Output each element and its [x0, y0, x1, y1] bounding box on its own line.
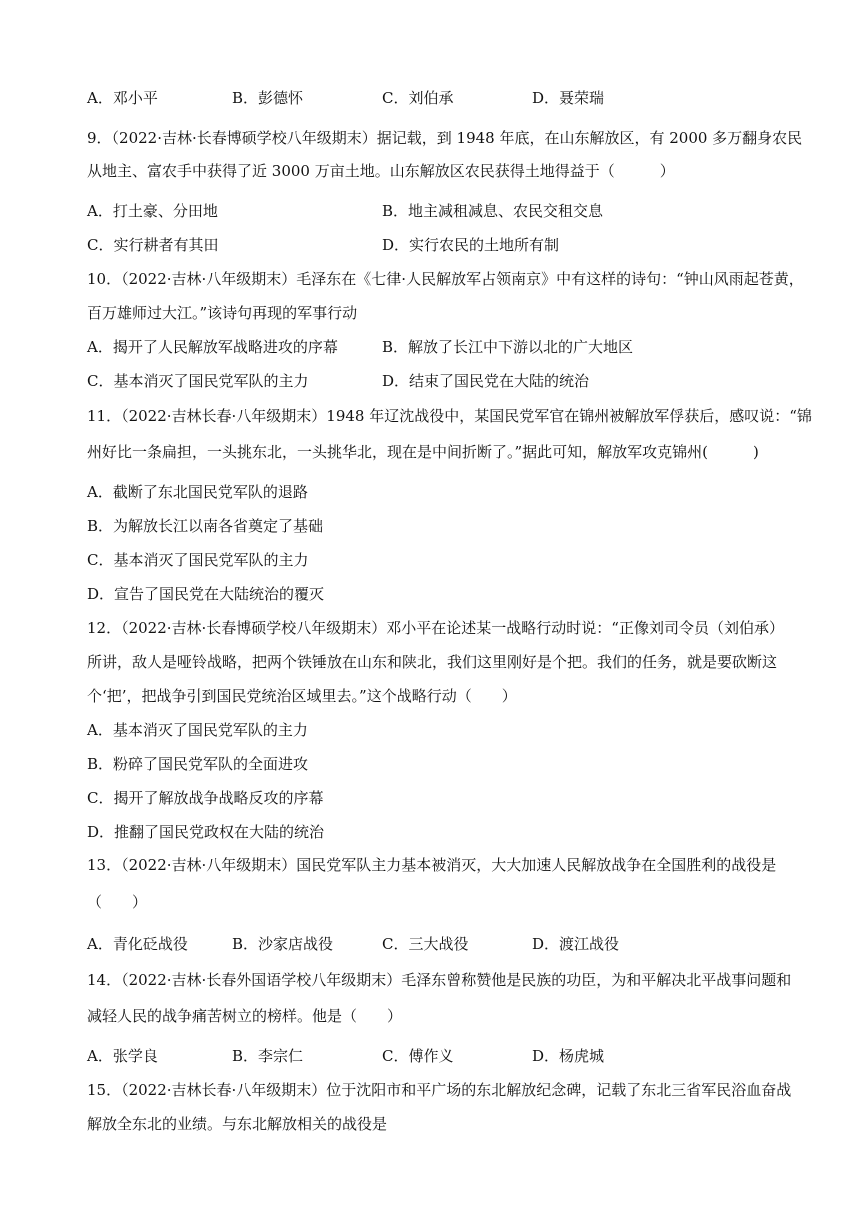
- q11-option-c: C．基本消灭了国民党军队的主力: [87, 551, 309, 569]
- q13-stem-line-1: 13．（2022·吉林·八年级期末）国民党军队主力基本被消灭，大大加速人民解放战争在全国胜利的战役是: [87, 856, 777, 874]
- q12-option-d: D．推翻了国民党政权在大陆的统治: [87, 823, 325, 841]
- q14-option-a: A．张学良: [87, 1047, 158, 1065]
- q9-option-d: D．实行农民的土地所有制: [382, 236, 560, 254]
- q14-stem-line-2: 减轻人民的战争痛苦树立的榜样。他是（ ）: [87, 1007, 403, 1025]
- q12-stem-line-3: 个‘把’，把战争引到国民党统治区域里去。”这个战略行动（ ）: [87, 687, 517, 705]
- q14-stem-line-1: 14．（2022·吉林·长春外国语学校八年级期末）毛泽东曾称赞他是民族的功臣，为和平解决北平战事问题和: [87, 971, 792, 989]
- q8-option-b: B．彭德怀: [232, 89, 304, 107]
- q12-option-a: A．基本消灭了国民党军队的主力: [87, 721, 308, 739]
- q10-option-d: D．结束了国民党在大陆的统治: [382, 372, 590, 390]
- q8-option-a: A．邓小平: [87, 89, 158, 107]
- q9-option-c: C．实行耕者有其田: [87, 236, 219, 254]
- q11-stem-line-2: 州好比一条扁担，一头挑东北，一头挑华北，现在是中间折断了。”据此可知，解放军攻克锦州( ): [87, 443, 759, 461]
- q8-option-d: D．聂荣瑞: [532, 89, 605, 107]
- q14-option-b: B．李宗仁: [232, 1047, 304, 1065]
- q11-stem-line-1: 11．（2022·吉林长春·八年级期末）1948 年辽沈战役中，某国民党军官在锦州被解放军俘获后，感叹说：“锦: [87, 407, 812, 425]
- q9-stem-line-1: 9．（2022·吉林·长春博硕学校八年级期末）据记载，到 1948 年底，在山东解放区，有 2000 多万翻身农民: [87, 129, 803, 147]
- q12-option-c: C．揭开了解放战争战略反攻的序幕: [87, 789, 324, 807]
- q11-option-b: B．为解放长江以南各省奠定了基础: [87, 517, 324, 535]
- q10-stem-line-1: 10．（2022·吉林·八年级期末）毛泽东在《七律·人民解放军占领南京》中有这样的诗句：“钟山风雨起苍黄，: [87, 270, 804, 288]
- q13-option-d: D．渡江战役: [532, 935, 620, 953]
- q12-stem-line-2: 所讲，敌人是哑铃战略，把两个铁锤放在山东和陕北，我们这里刚好是个把。我们的任务，就是要砍断这: [87, 653, 778, 671]
- q10-option-c: C．基本消灭了国民党军队的主力: [87, 372, 309, 390]
- q9-option-b: B．地主减租减息、农民交租交息: [382, 202, 604, 220]
- q15-stem-line-2: 解放全东北的业绩。与东北解放相关的战役是: [87, 1115, 388, 1133]
- q12-option-b: B．粉碎了国民党军队的全面进攻: [87, 755, 309, 773]
- q12-stem-line-1: 12．（2022·吉林·长春博硕学校八年级期末）邓小平在论述某一战略行动时说：“正像刘司令员（刘伯承）: [87, 619, 784, 637]
- q13-option-c: C．三大战役: [382, 935, 469, 953]
- q13-option-a: A．青化砭战役: [87, 935, 188, 953]
- q10-option-a: A．揭开了人民解放军战略进攻的序幕: [87, 338, 338, 356]
- q14-option-d: D．杨虎城: [532, 1047, 605, 1065]
- q14-option-c: C．傅作义: [382, 1047, 454, 1065]
- q8-option-c: C．刘伯承: [382, 89, 454, 107]
- q11-option-a: A．截断了东北国民党军队的退路: [87, 483, 308, 501]
- q10-stem-line-2: 百万雄师过大江。”该诗句再现的军事行动: [87, 304, 358, 322]
- q15-stem-line-1: 15．（2022·吉林长春·八年级期末）位于沈阳市和平广场的东北解放纪念碑，记载了东北三省军民浴血奋战: [87, 1081, 792, 1099]
- q9-option-a: A．打土豪、分田地: [87, 202, 218, 220]
- q10-option-b: B．解放了长江中下游以北的广大地区: [382, 338, 634, 356]
- q13-option-b: B．沙家店战役: [232, 935, 334, 953]
- q9-stem-line-2: 从地主、富农手中获得了近 3000 万亩土地。山东解放区农民获得土地得益于（ ）: [87, 162, 675, 180]
- q11-option-d: D．宣告了国民党在大陆统治的覆灭: [87, 585, 325, 603]
- q13-stem-line-2: （ ）: [87, 893, 148, 911]
